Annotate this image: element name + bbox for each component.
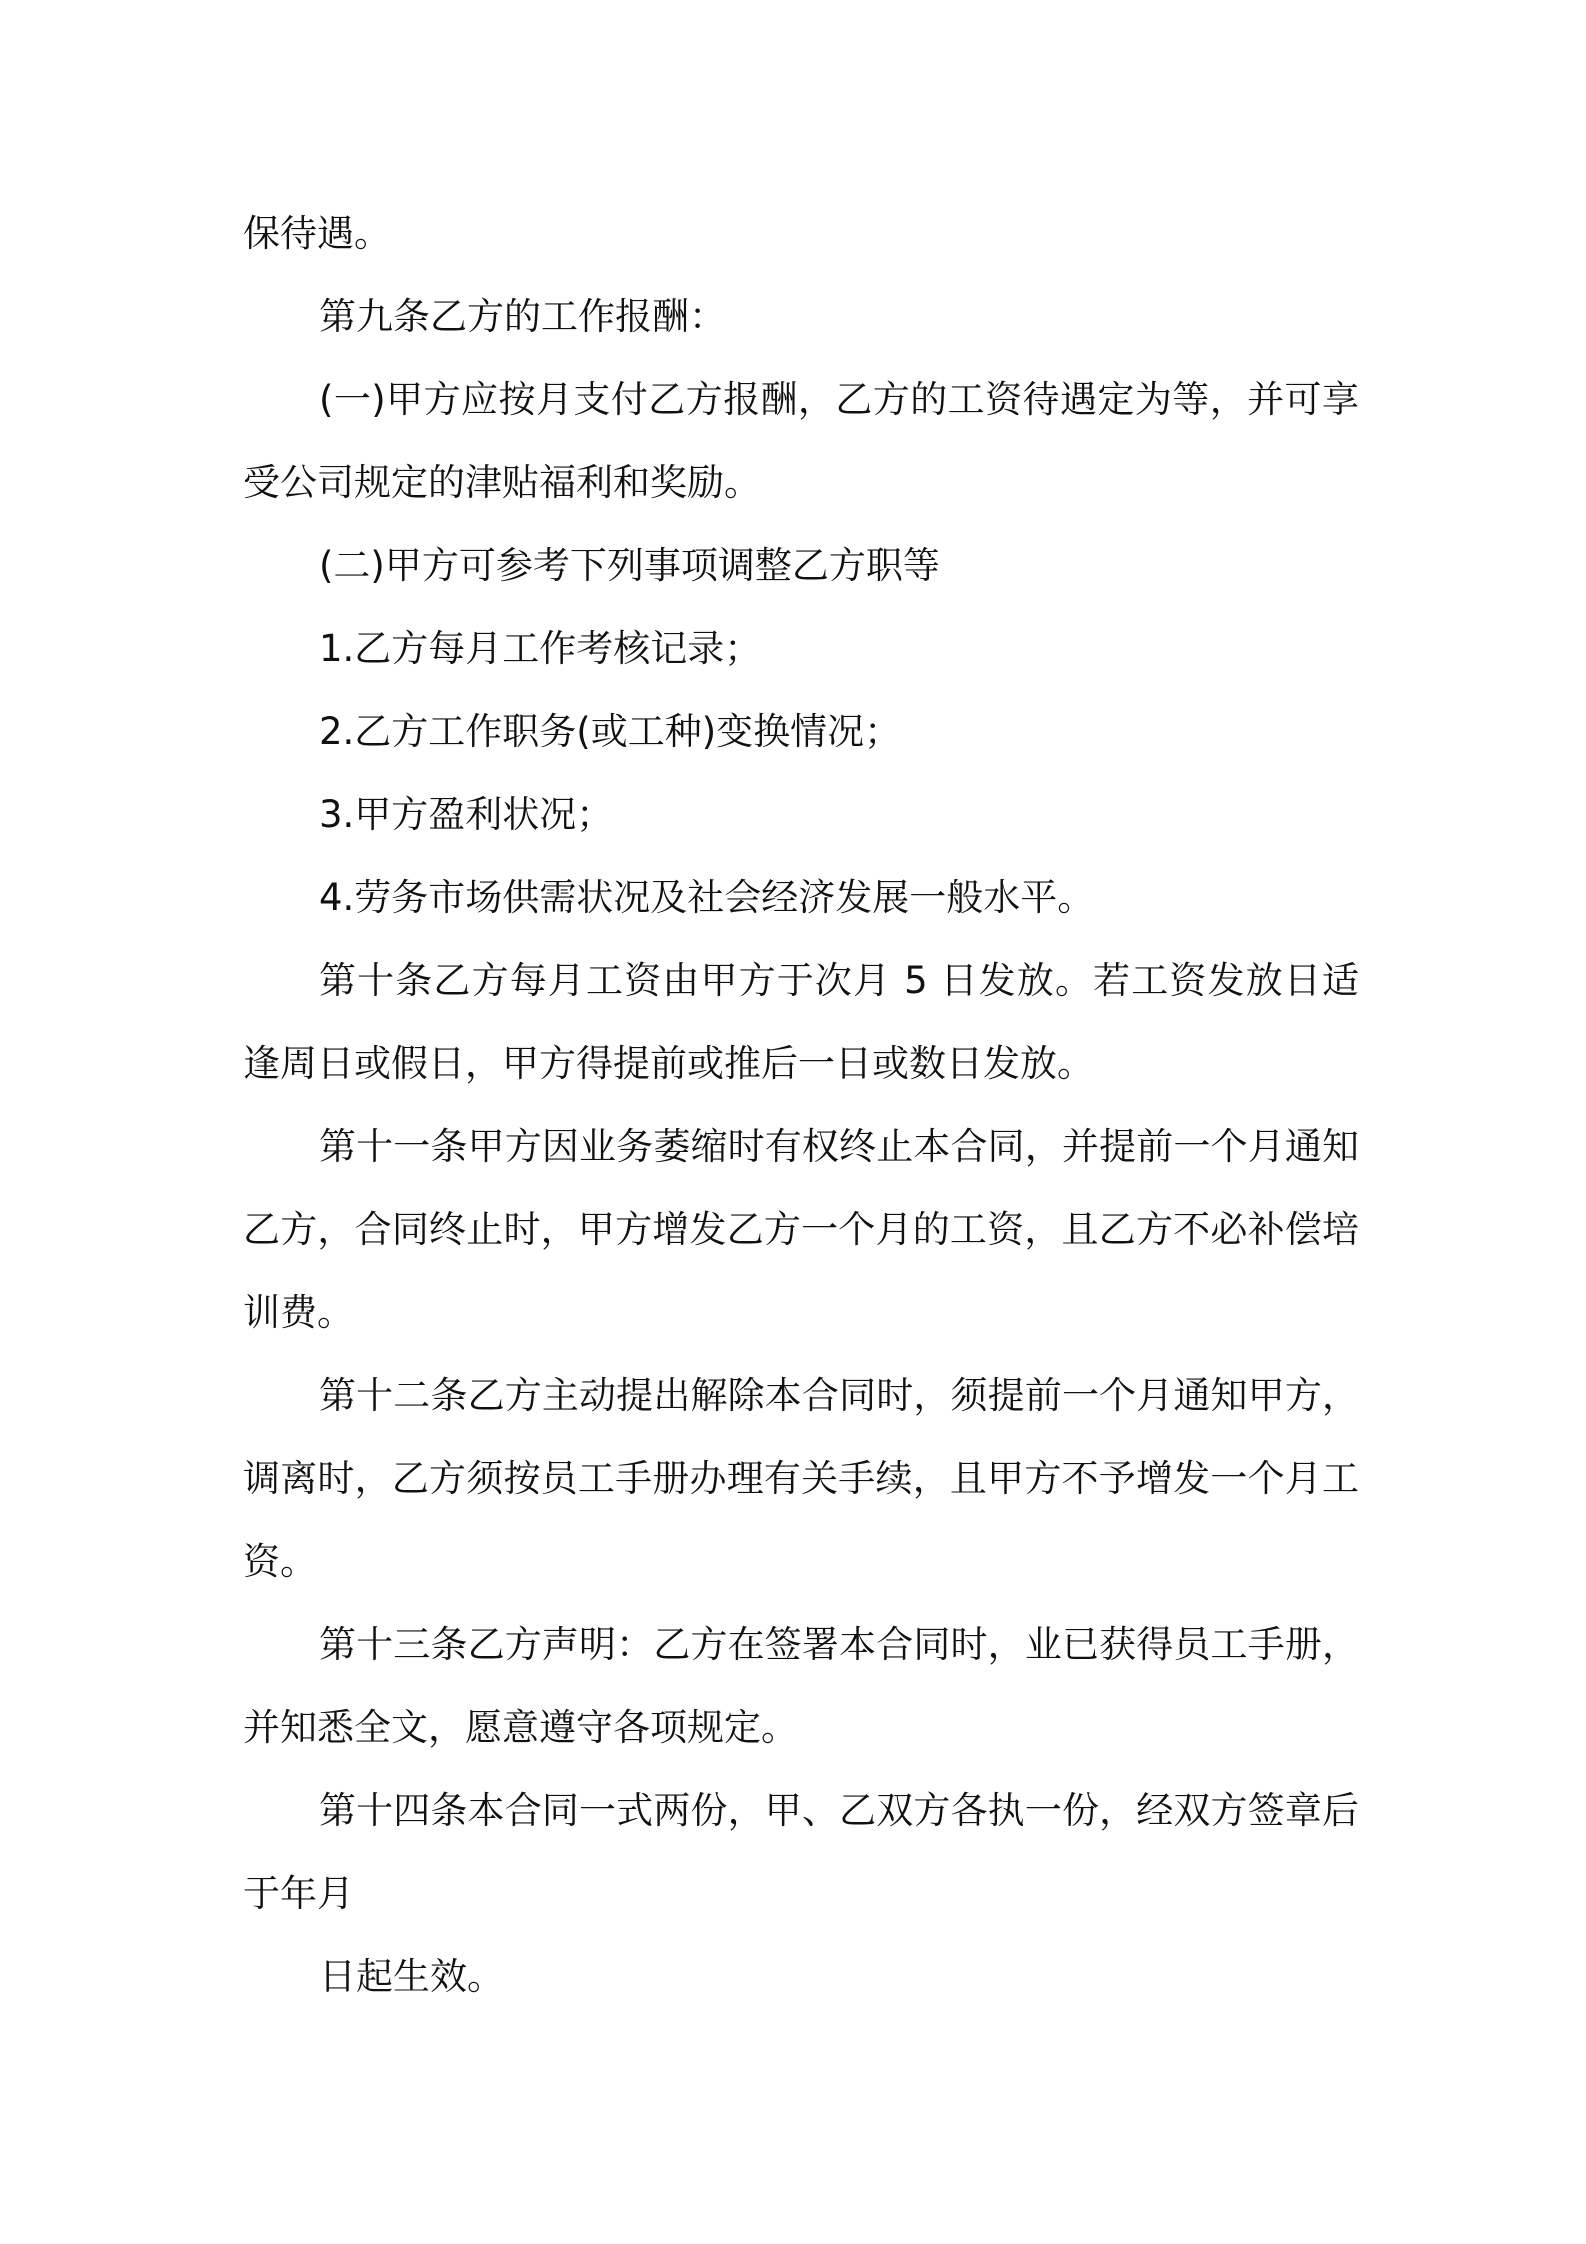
list-item-1: 1.乙方每月工作考核记录； [319,627,762,670]
article-13: 第十三条乙方声明：乙方在签署本合同时，业已获得员工手册，并知悉全文，愿意遵守各项规定。 [243,1623,1359,1749]
list-item-4: 4.劳务市场供需状况及社会经济发展一般水平。 [319,876,1095,919]
list-item-2: 2.乙方工作职务(或工种)变换情况； [319,710,902,753]
article-11: 第十一条甲方因业务萎缩时有权终止本合同，并提前一个月通知乙方，合同终止时，甲方增发乙方一个月的工资，且乙方不必补偿培训费。 [243,1125,1359,1334]
document-body [243,192,1359,2018]
article-9-heading: 第九条乙方的工作报酬： [319,295,726,338]
article-12: 第十二条乙方主动提出解除本合同时，须提前一个月通知甲方，调离时，乙方须按员工手册办理有关手续，且甲方不予增发一个月工资。 [243,1374,1359,1583]
article-10: 第十条乙方每月工资由甲方于次月 5 日发放。若工资发放日适逢周日或假日，甲方得提前或推后一日或数日发放。 [243,959,1359,1085]
article-14-continuation: 日起生效。 [319,1955,504,1998]
article-9-clause-1: (一)甲方应按月支付乙方报酬，乙方的工资待遇定为等，并可享受公司规定的津贴福利和奖励。 [243,378,1359,504]
paragraph-continuation: 保待遇。 [243,212,391,255]
list-item-3: 3.甲方盈利状况； [319,793,614,836]
article-14: 第十四条本合同一式两份，甲、乙双方各执一份，经双方签章后于年月 [243,1789,1359,1915]
article-9-clause-2: (二)甲方可参考下列事项调整乙方职等 [319,544,940,587]
